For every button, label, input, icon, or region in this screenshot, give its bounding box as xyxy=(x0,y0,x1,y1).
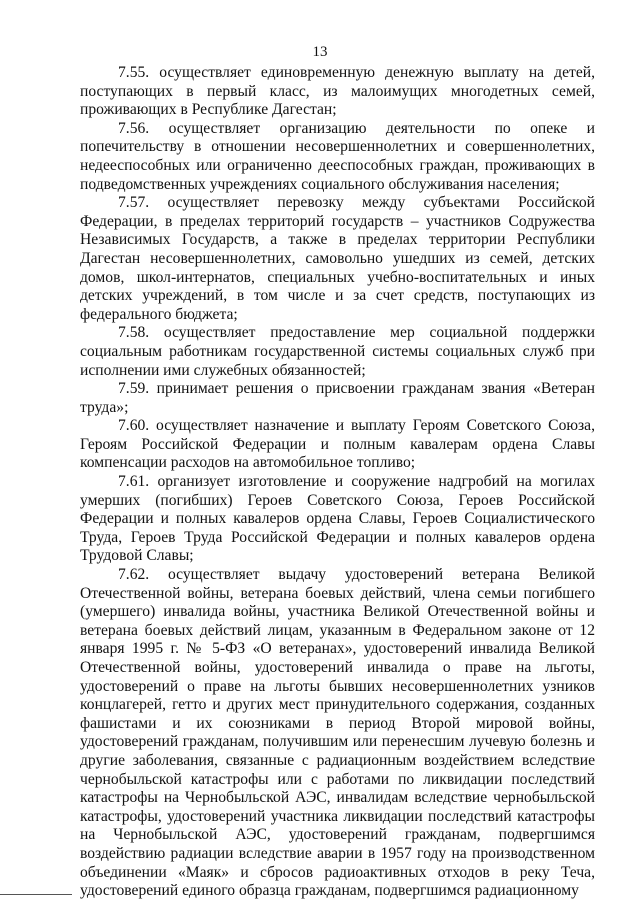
paragraph-7-58: 7.58. осуществляет предоставление мер социальной поддержки социальным работникам государственной системы социальных служб при исполнении ими служебных обязанностей; xyxy=(80,324,595,379)
document-body xyxy=(80,64,595,901)
page-number: 13 xyxy=(312,44,328,60)
paragraph-7-59: 7.59. принимает решения о присвоении гражданам звания «Ветеран труда»; xyxy=(80,380,595,416)
paragraph-7-62: 7.62. осуществляет выдачу удостоверений ветерана Великой Отечественной войны, ветерана боевых действий, члена семьи погибшего (умершего) инвалида войны, участника Великой Отечественной войны и ветерана боевых действий лицам, указанным в Федеральном законе от 12 января 1995 г. № 5-ФЗ «О ветеранах», удостоверений инвалида Великой Отечественной войны, удостоверений инвалида о праве на льготы, удостоверений о праве на льготы бывших несовершеннолетних узников концлагерей, гетто и других мест принудительного содержания, созданных фашистами и их союзниками в период Второй мировой войны, удостоверений гражданам, получившим или перенесшим лучевую болезнь и другие заболевания, связанные с радиационным воздействием вследствие чернобыльской катастрофы или с работами по ликвидации последствий катастрофы на Чернобыльской АЭС, инвалидам вследствие чернобыльской катастрофы, удостоверений участника ликвидации последствий катастрофы на Чернобыльской АЭС, удостоверений гражданам, подвергшимся воздействию радиации вследствие аварии в 1957 году на производственном объединении «Маяк» и сбросов радиоактивных отходов в реку Теча, удостоверений единого образца гражданам, подвергшимся радиационному xyxy=(80,566,595,900)
paragraph-7-57: 7.57. осуществляет перевозку между субъектами Российской Федерации, в пределах территорий государств – участников Содружества Независимых Государств, а также в пределах территории Республики Дагестан несовершеннолетних, самовольно ушедших из семей, детских домов, школ-интернатов, специальных учебно-воспитательных и иных детских учреждений, в том числе и за счет средств, поступающих из федерального бюджета; xyxy=(80,194,595,323)
paragraph-7-60: 7.60. осуществляет назначение и выплату Героям Советского Союза, Героям Российской Федерации и полным кавалерам ордена Славы компенсации расходов на автомобильное топливо; xyxy=(80,417,595,472)
paragraph-7-55: 7.55. осуществляет единовременную денежную выплату на детей, поступающих в первый класс, из малоимущих многодетных семей, проживающих в Республике Дагестан; xyxy=(80,64,595,119)
scan-edge-line xyxy=(0,894,72,895)
paragraph-7-61: 7.61. организует изготовление и сооружение надгробий на могилах умерших (погибших) Героев Советского Союза, Героев Российской Федерации и полных кавалеров ордена Славы, Героев Социалистического Труда, Героев Труда Российской Федерации и полных кавалеров ордена Трудовой Славы; xyxy=(80,473,595,565)
paragraph-7-56: 7.56. осуществляет организацию деятельности по опеке и попечительству в отношении несовершеннолетних и совершеннолетних, недееспособных или ограниченно дееспособных граждан, проживающих в подведомственных учреждениях социального обслуживания населения; xyxy=(80,119,595,193)
